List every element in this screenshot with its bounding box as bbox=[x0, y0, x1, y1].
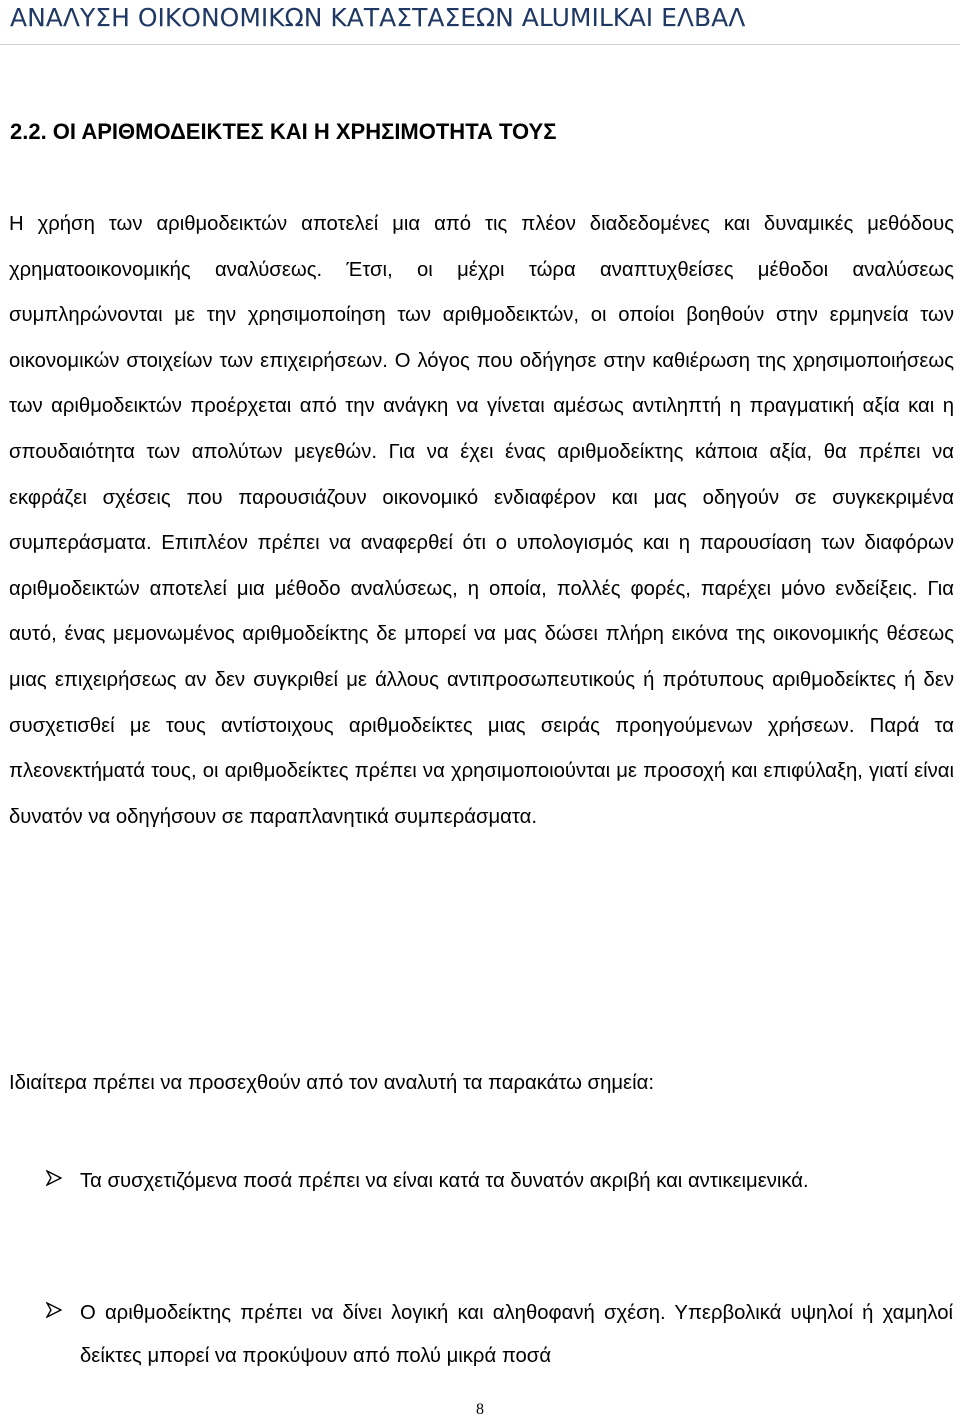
arrowhead-bullet-icon bbox=[46, 1170, 62, 1186]
body-paragraph: Η χρήση των αριθμοδεικτών αποτελεί μια από τις πλέον διαδεδομένες και δυναμικές μεθόδους χρηματοοικονομικής αναλύσεως. Έτσι, οι μέχρι τώρα αναπτυχθείσες μέθοδοι αναλύσεως συμπληρώνονται με την χρησιμοποίηση των αριθμοδεικτών, οι οποίοι βοηθούν στην ερμηνεία των οικονομικών στοιχείων των επιχειρήσεων. Ο λόγος που οδήγησε στην καθιέρωση της χρησιμοποιήσεως των αριθμοδεικτών προέρχεται από την ανάγκη να γίνεται αμέσως αντιληπτή η πραγματική αξία και η σπουδαιότητα των απολύτων μεγεθών. Για να έχει ένας αριθμοδείκτης κάποια αξία, θα πρέπει να εκφράζει σχέσεις που παρουσιάζουν οικονομικό ενδιαφέρον και μας οδηγούν σε συγκεκριμένα συμπεράσματα. Επιπλέον πρέπει να αναφερθεί ότι ο υπολογισμός και η παρουσίαση των διαφόρων αριθμοδεικτών αποτελεί μια μέθοδο αναλύσεως, η οποία, πολλές φορές, παρέχει μόνο ενδείξεις. Για αυτό, ένας μεμονωμένος αριθμοδείκτης δε μπορεί να μας δώσει πλήρη εικόνα της οικονομικής θέσεως μιας επιχειρήσεως αν δεν συγκριθεί με άλλους αντιπροσωπευτικούς ή πρότυπους αριθμοδείκτες ή δεν συσχετισθεί με τους αντίστοιχους αριθμοδείκτες μιας σειράς προηγούμενων χρήσεων. Παρά τα πλεονεκτήματά τους, οι αριθμοδείκτες πρέπει να χρησιμοποιούνται με προσοχή και επιφύλαξη, γιατί είναι δυνατόν να οδηγήσουν σε παραπλανητικά συμπεράσματα. bbox=[9, 213, 954, 828]
section-heading: 2.2. ΟΙ ΑΡΙΘΜΟΔΕΙΚΤΕΣ ΚΑΙ Η ΧΡΗΣΙΜΟΤΗΤΑ ΤΟΥΣ bbox=[10, 119, 557, 144]
running-header: ΑΝΑΛΥΣΗ ΟΙΚΟΝΟΜΙΚΩΝ ΚΑΤΑΣΤΑΣΕΩΝ ALUMILKAI ΕΛΒΑΛ bbox=[10, 3, 746, 32]
header-divider bbox=[0, 44, 960, 45]
list-intro-line: Ιδιαίτερα πρέπει να προσεχθούν από τον αναλυτή τα παρακάτω σημεία: bbox=[9, 1072, 654, 1094]
page-number: 8 bbox=[476, 1401, 484, 1418]
arrowhead-bullet-icon bbox=[46, 1302, 62, 1318]
bullet-text: Τα συσχετιζόμενα ποσά πρέπει να είναι κατά τα δυνατόν ακριβή και αντικειμενικά. bbox=[80, 1170, 809, 1192]
bullet-text: Ο αριθμοδείκτης πρέπει να δίνει λογική και αληθοφανή σχέση. Υπερβολικά υψηλοί ή χαμηλοί δείκτες μπορεί να προκύψουν από πολύ μικρά ποσά bbox=[80, 1302, 953, 1367]
